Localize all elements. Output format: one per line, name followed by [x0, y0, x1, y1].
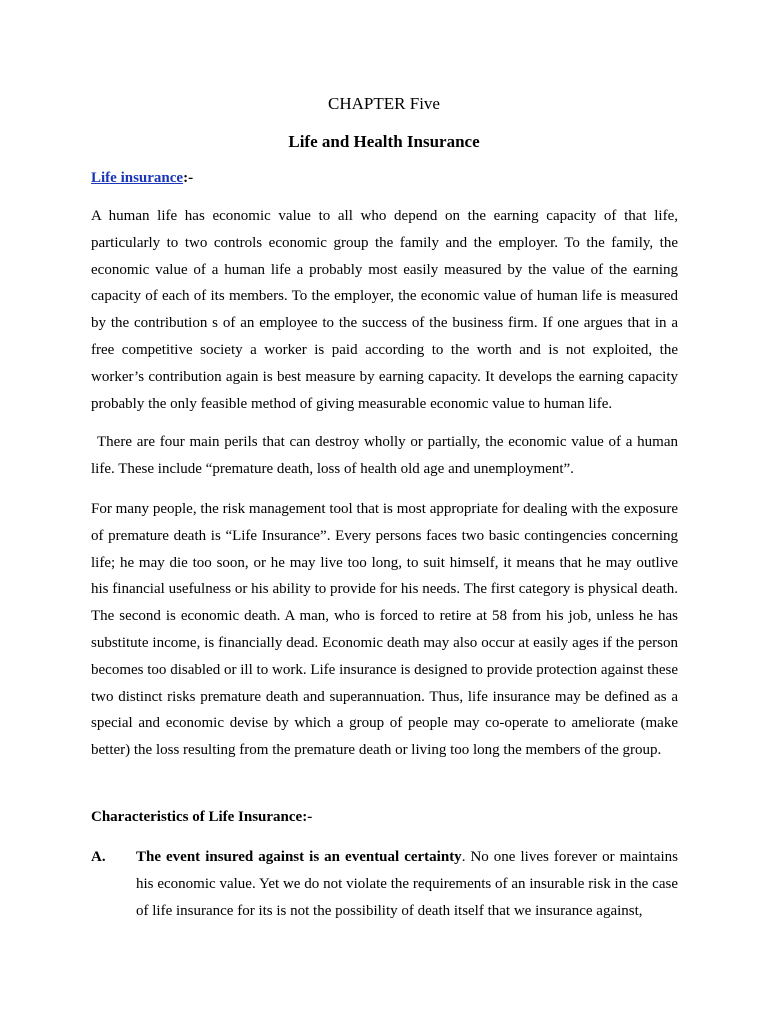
- list-item-body: [136, 844, 678, 924]
- life-insurance-link[interactable]: Life insurance: [91, 170, 184, 186]
- list-item-text: . No one lives forever or maintains his economic value. Yet we do not violate the requirements of an insurable risk in the case of life insurance for its is not the possibility of death itself that we insurance against,: [136, 849, 678, 919]
- section-heading-life-insurance: [91, 168, 193, 188]
- paragraph-economic-value: A human life has economic value to all who depend on the earning capacity of that life, particularly to two controls economic group the family and the employer. To the family, the economic value of a human life a probably most easily measured by the value of the earning capacity of each of its members. To the employer, the economic value of human life is measured by the contribution s of an employee to the success of the business firm. If one argues that in a free competitive society a worker is paid according to the worth and is not exploited, the worker’s contribution again is best measure by earning capacity. It develops the earning capacity probably the only feasible method of giving measurable economic value to human life.: [91, 208, 678, 412]
- paragraph-main-perils: There are four main perils that can destroy wholly or partially, the economic value of a human life. These include “premature death, loss of health old age and unemployment”.: [91, 434, 678, 477]
- chapter-title: Life and Health Insurance: [288, 132, 480, 151]
- characteristics-heading: Characteristics of Life Insurance:-: [91, 809, 313, 825]
- chapter-number: CHAPTER Five: [328, 94, 440, 113]
- paragraph-risk-management: For many people, the risk management tool that is most appropriate for dealing with the exposure of premature death is “Life Insurance”. Every persons faces two basic contingencies concerning life; he may die too soon, or he may live too long, to suit himself, it means that he may outlive his financial usefulness or his ability to provide for his needs. The first category is physical death. The second is economic death. A man, who is forced to retire at 58 from his job, unless he has substitute income, is financially dead. Economic death may also occur at easily ages if the person becomes too disabled or ill to work. Life insurance is designed to provide protection against these two distinct risks premature death and superannuation. Thus, life insurance may be defined as a special and economic devise by which a group of people may co-operate to ameliorate (make better) the loss resulting from the premature death or living too long the members of the group.: [91, 501, 678, 759]
- list-item-lead: The event insured against is an eventual certainty: [136, 849, 462, 865]
- list-marker: A.: [91, 849, 106, 865]
- section-heading-suffix: :-: [183, 170, 194, 186]
